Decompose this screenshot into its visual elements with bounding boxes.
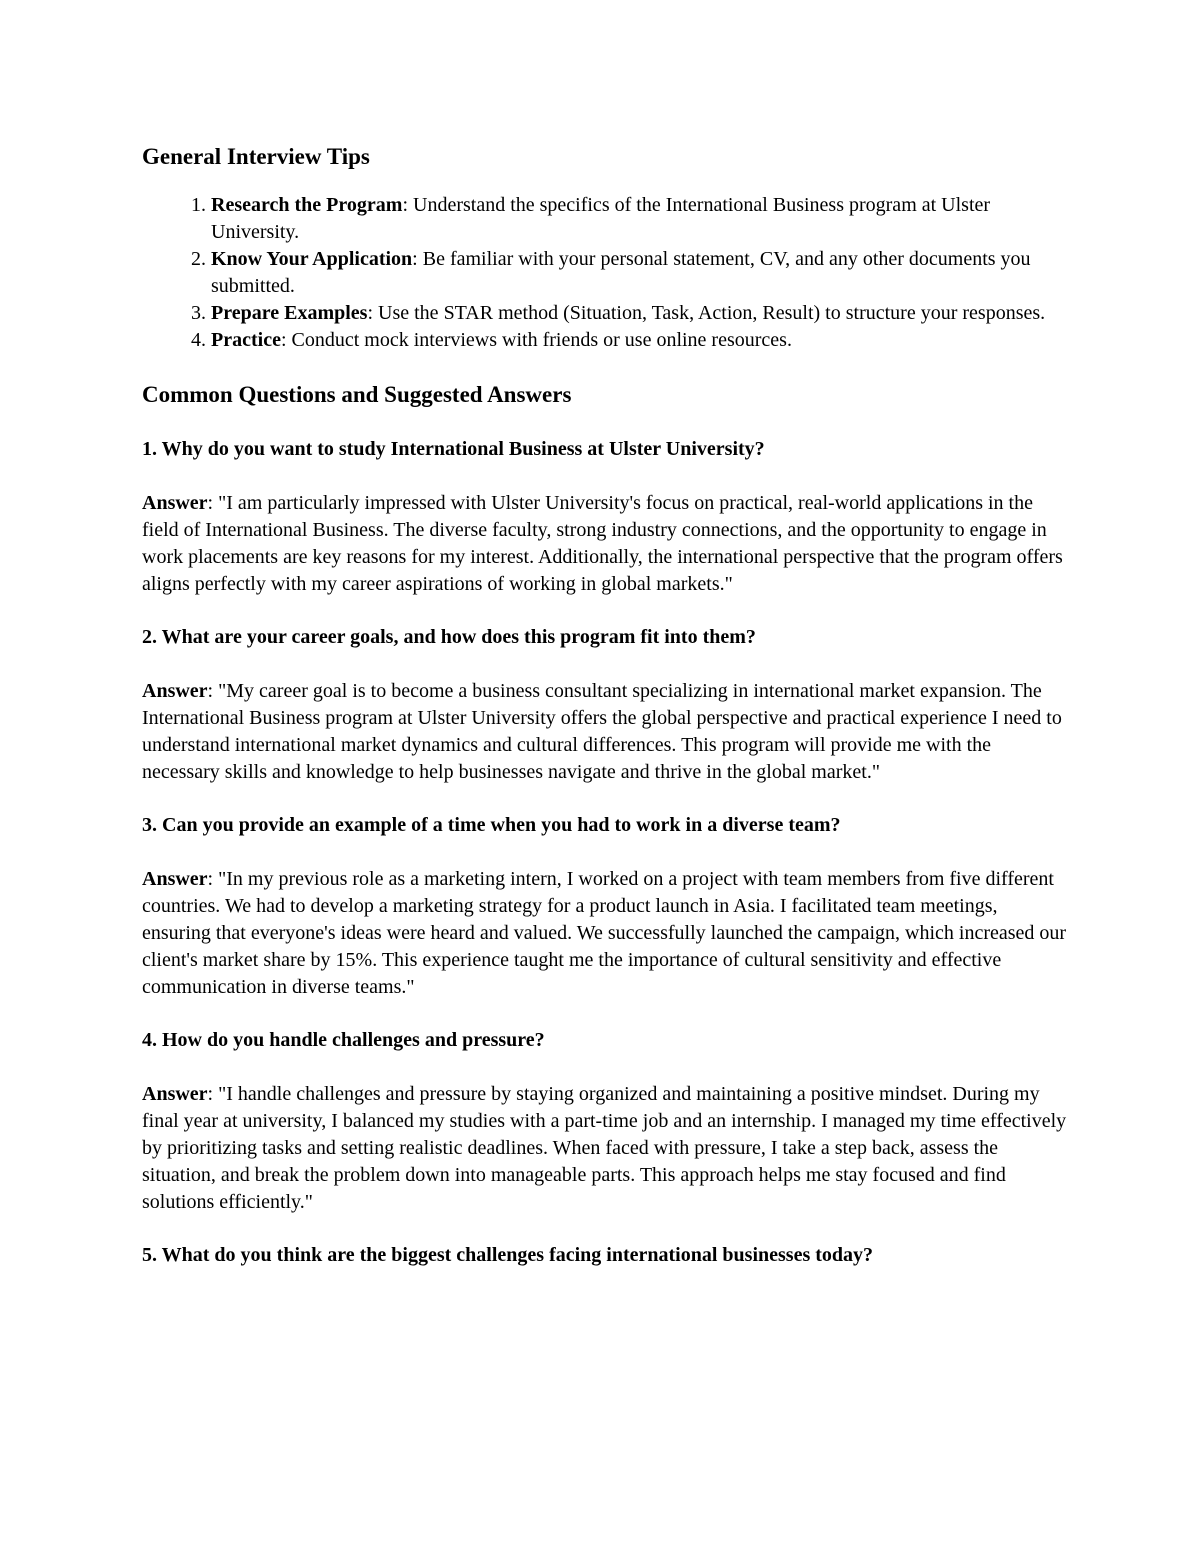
question-4: 4. How do you handle challenges and pressure? [142,1029,545,1051]
tips-list [142,192,1070,354]
answer-text: : "I handle challenges and pressure by staying organized and maintaining a positive mindset. During my final year at university, I balanced my studies with a part-time job and an internship. I managed my time effectively by prioritizing tasks and setting realistic deadlines. When faced with pressure, I take a step back, assess the situation, and break the problem down into manageable parts. This approach helps me stay focused and find solutions efficiently." [142,1083,1067,1213]
answer-4 [142,1081,1070,1216]
tip-text: : Conduct mock interviews with friends or use online resources. [280,329,792,351]
answer-label: Answer [142,868,208,890]
answer-2 [142,678,1070,786]
tip-text: : Be familiar with your personal statement, CV, and any other documents you submitted. [211,248,1031,297]
tip-term: Know Your Application [211,248,413,270]
tip-text: : Understand the specifics of the International Business program at Ulster University. [211,194,991,243]
question-2: 2. What are your career goals, and how does this program fit into them? [142,626,756,648]
list-item [211,192,1070,246]
questions-heading: Common Questions and Suggested Answers [142,382,572,407]
tip-term: Practice [211,329,281,351]
list-item [211,300,1070,327]
tip-term: Prepare Examples [211,302,368,324]
tip-text: : Use the STAR method (Situation, Task, Action, Result) to structure your responses. [367,302,1046,324]
list-item [211,327,1070,354]
tip-term: Research the Program [211,194,403,216]
answer-label: Answer [142,1083,208,1105]
answer-text: : "I am particularly impressed with Ulster University's focus on practical, real-world applications in the field of International Business. The diverse faculty, strong industry connections, and the opportunity to engage in work placements are key reasons for my interest. Additionally, the international perspective that the program offers aligns perfectly with my career aspirations of working in global markets." [142,492,1063,595]
question-5: 5. What do you think are the biggest challenges facing international businesses today? [142,1244,874,1266]
answer-text: : "My career goal is to become a business consultant specializing in international market expansion. The International Business program at Ulster University offers the global perspective and practical experience I need to understand international market dynamics and cultural differences. This program will provide me with the necessary skills and knowledge to help businesses navigate and thrive in the global market." [142,680,1062,783]
question-3: 3. Can you provide an example of a time when you had to work in a diverse team? [142,814,841,836]
answer-label: Answer [142,492,208,514]
answer-text: : "In my previous role as a marketing intern, I worked on a project with team members from five different countries. We had to develop a marketing strategy for a product launch in Asia. I facilitated team meetings, ensuring that everyone's ideas were heard and valued. We successfully launched the campaign, which increased our client's market share by 15%. This experience taught me the importance of cultural sensitivity and effective communication in diverse teams." [142,868,1067,998]
answer-1 [142,490,1070,598]
answer-3 [142,866,1070,1001]
tips-heading: General Interview Tips [142,144,370,169]
question-1: 1. Why do you want to study International Business at Ulster University? [142,438,765,460]
list-item [211,246,1070,300]
answer-label: Answer [142,680,208,702]
